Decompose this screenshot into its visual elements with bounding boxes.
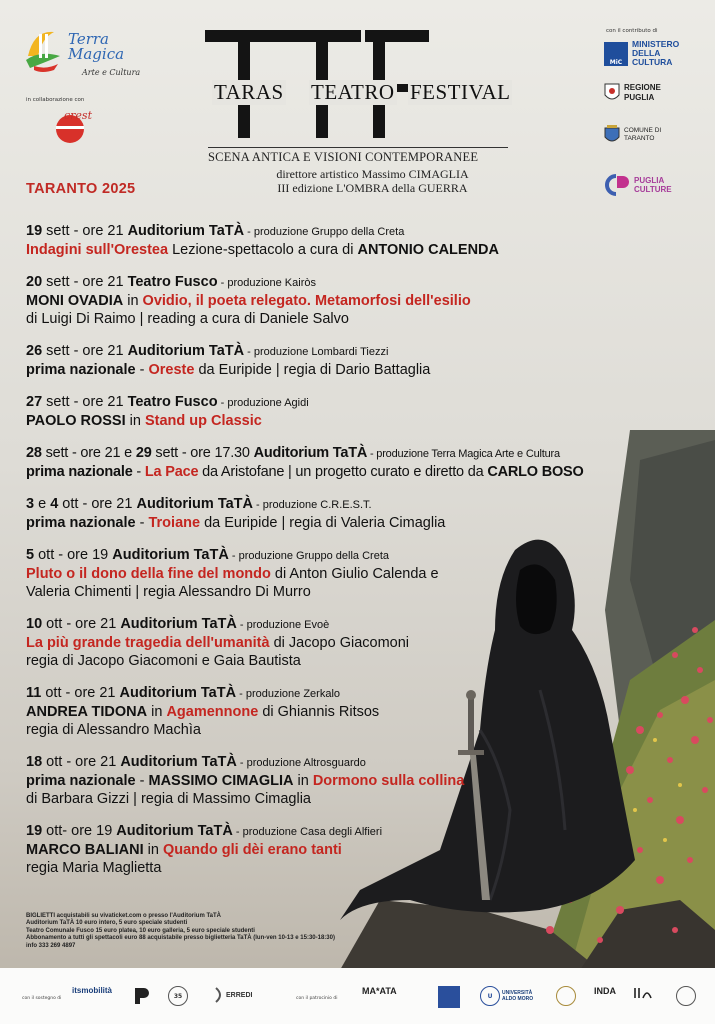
program-entry	[26, 615, 666, 670]
puglia-culture-logo	[604, 174, 672, 196]
university-seal-icon: U	[480, 986, 500, 1006]
ministry-logo	[604, 40, 679, 67]
entry-credits: regia di Alessandro Machìa	[26, 722, 201, 738]
marta-museum-logo: MA*ATA	[362, 986, 397, 996]
entry-header: 20 sett - ore 21 Teatro Fusco - produzione Kairòs	[26, 274, 316, 290]
entry-details: ANDREA TIDONA in Agamennone di Ghiannis Ritsos	[26, 704, 380, 720]
ticket-line: Abbonamento a tutti gli spettacoli euro 88 acquistabile presso biglietteria TaTÀ (lun-ven 10-13 e 15:30-18:30)	[26, 935, 335, 942]
program-entry	[26, 495, 666, 532]
festival-word-taras: TARAS	[214, 80, 284, 104]
contribution-label: con il contributo di	[606, 28, 658, 34]
puglia-culture-name: PUGLIA CULTURE	[634, 176, 672, 194]
ticket-info	[26, 913, 366, 950]
edition-line: III edizione L'OMBRA della GUERRA	[277, 181, 468, 195]
comune-taranto-name: COMUNE DI TARANTO	[624, 127, 662, 142]
entry-details: MONI OVADIA in Ovidio, il poeta relegato. Metamorfosi dell'esilio	[26, 293, 471, 309]
entry-details: La più grande tragedia dell'umanità di Jacopo Giacomoni	[26, 635, 409, 651]
program-entry	[26, 753, 666, 808]
festival-word-festival: FESTIVAL	[410, 80, 511, 104]
terra-magica-name: Terra Magica	[68, 30, 125, 63]
patronage-label: con il patrocinio di	[296, 996, 338, 1001]
header-divider	[208, 147, 508, 148]
mic-badge-icon: MiC	[604, 42, 628, 66]
crest-name: crest	[64, 109, 92, 122]
director-line: direttore artistico Massimo CIMAGLIA	[276, 167, 469, 181]
ministry-name: MINISTERO DELLA CULTURA	[632, 39, 680, 67]
anniversary-35-logo: 35	[168, 986, 188, 1006]
blue-badge-icon	[438, 986, 460, 1008]
entry-details: MARCO BALIANI in Quando gli dèi erano tanti	[26, 842, 342, 858]
university-logo: U UNIVERSITÀ ALDO MORO	[480, 986, 546, 1006]
inda-logo: INDA	[594, 986, 616, 996]
entry-credits: Valeria Chimenti | regia Alessandro Di Murro	[26, 584, 311, 600]
program-list	[26, 222, 666, 891]
footer-logo-bar	[0, 968, 715, 1024]
festival-word-teatro: TEATRO	[311, 80, 395, 104]
puglia-culture-mark-icon	[604, 174, 630, 196]
entry-details: prima nazionale - Troiane da Euripide | regia di Valeria Cimaglia	[26, 515, 446, 531]
entry-details: PAOLO ROSSI in Stand up Classic	[26, 413, 262, 429]
entry-details: prima nazionale - Oreste da Euripide | regia di Dario Battaglia	[26, 362, 431, 378]
terra-magica-logo	[24, 24, 154, 84]
entry-details: prima nazionale - La Pace da Aristofane | un progetto curato e diretto da CARLO BOSO	[26, 464, 584, 480]
program-entry	[26, 342, 666, 379]
greek-mark-icon	[634, 986, 652, 1000]
erredi-logo: ERREDI	[214, 986, 252, 1004]
entry-header: 27 sett - ore 21 Teatro Fusco - produzione Agidi	[26, 394, 309, 410]
terra-magica-mark-icon	[24, 26, 64, 72]
regione-shield-icon	[604, 83, 620, 103]
program-entry	[26, 684, 666, 739]
city-year: TARANTO 2025	[26, 181, 136, 197]
program-entry	[26, 273, 666, 328]
festival-name	[212, 80, 518, 106]
program-entry	[26, 393, 666, 430]
entry-header: 26 sett - ore 21 Auditorium TaTÀ - produzione Lombardi Tiezzi	[26, 343, 389, 359]
program-entry	[26, 822, 666, 877]
support-label: con il sostegno di	[22, 996, 62, 1001]
entry-header: 19 ott- ore 19 Auditorium TaTÀ - produzione Casa degli Alfieri	[26, 823, 383, 839]
program-entry	[26, 444, 666, 481]
collaboration-label: in collaborazione con	[26, 97, 85, 103]
itsmobilita-logo: itsmobilità	[72, 986, 113, 995]
crest-logo	[54, 109, 94, 145]
round-emblem-icon	[676, 986, 696, 1006]
ticket-line: BIGLIETTI acquistabili su vivaticket.com o presso l'Auditorium TaTÀ	[26, 913, 222, 919]
entry-credits: di Barbara Gizzi | regia di Massimo Cimaglia	[26, 791, 312, 807]
regione-puglia-name: REGIONE PUGLIA	[624, 83, 661, 102]
entry-credits: di Luigi Di Raimo | reading a cura di Daniele Salvo	[26, 311, 349, 327]
program-entry	[26, 546, 666, 601]
comune-taranto-logo	[604, 125, 661, 145]
entry-header: 5 ott - ore 19 Auditorium TaTÀ - produzione Gruppo della Creta	[26, 547, 390, 563]
entry-header: 10 ott - ore 21 Auditorium TaTÀ - produzione Evoè	[26, 616, 330, 632]
p-mark-icon	[132, 986, 150, 1006]
erredi-mark-icon	[214, 986, 226, 1004]
ticket-line: Auditorium TaTÀ 10 euro intero, 5 euro speciale studenti	[26, 920, 188, 927]
terra-magica-tagline: Arte e Cultura	[82, 68, 141, 77]
entry-details: prima nazionale - MASSIMO CIMAGLIA in Dormono sulla collina	[26, 773, 465, 789]
entry-header: 18 ott - ore 21 Auditorium TaTÀ - produzione Altrosguardo	[26, 754, 366, 770]
regione-puglia-logo	[604, 83, 661, 103]
ticket-line: info 333 269 4897	[26, 942, 76, 949]
festival-subtitle: SCENA ANTICA E VISIONI CONTEMPORANEE	[208, 150, 479, 164]
entry-header: 11 ott - ore 21 Auditorium TaTÀ - produzione Zerkalo	[26, 685, 341, 701]
entry-details: Indagini sull'Orestea Lezione-spettacolo a cura di ANTONIO CALENDA	[26, 242, 499, 258]
taranto-shield-icon	[604, 125, 620, 145]
entry-details: Pluto o il dono della fine del mondo di Anton Giulio Calenda e	[26, 566, 439, 582]
entry-header: 28 sett - ore 21 e 29 sett - ore 17.30 Auditorium TaTÀ - produzione Terra Magica Arte e Cultura	[26, 445, 560, 461]
entry-credits: regia di Jacopo Giacomoni e Gaia Bautista	[26, 653, 301, 669]
ticket-line: Teatro Comunale Fusco 15 euro platea, 10 euro galleria, 5 euro speciale studenti	[26, 927, 255, 934]
entry-credits: regia Maria Maglietta	[26, 860, 162, 876]
entry-header: 19 sett - ore 21 Auditorium TaTÀ - produzione Gruppo della Creta	[26, 223, 405, 239]
entry-header: 3 e 4 ott - ore 21 Auditorium TaTÀ - produzione C.R.E.S.T.	[26, 496, 372, 512]
seal-icon	[556, 986, 576, 1006]
program-entry	[26, 222, 666, 259]
